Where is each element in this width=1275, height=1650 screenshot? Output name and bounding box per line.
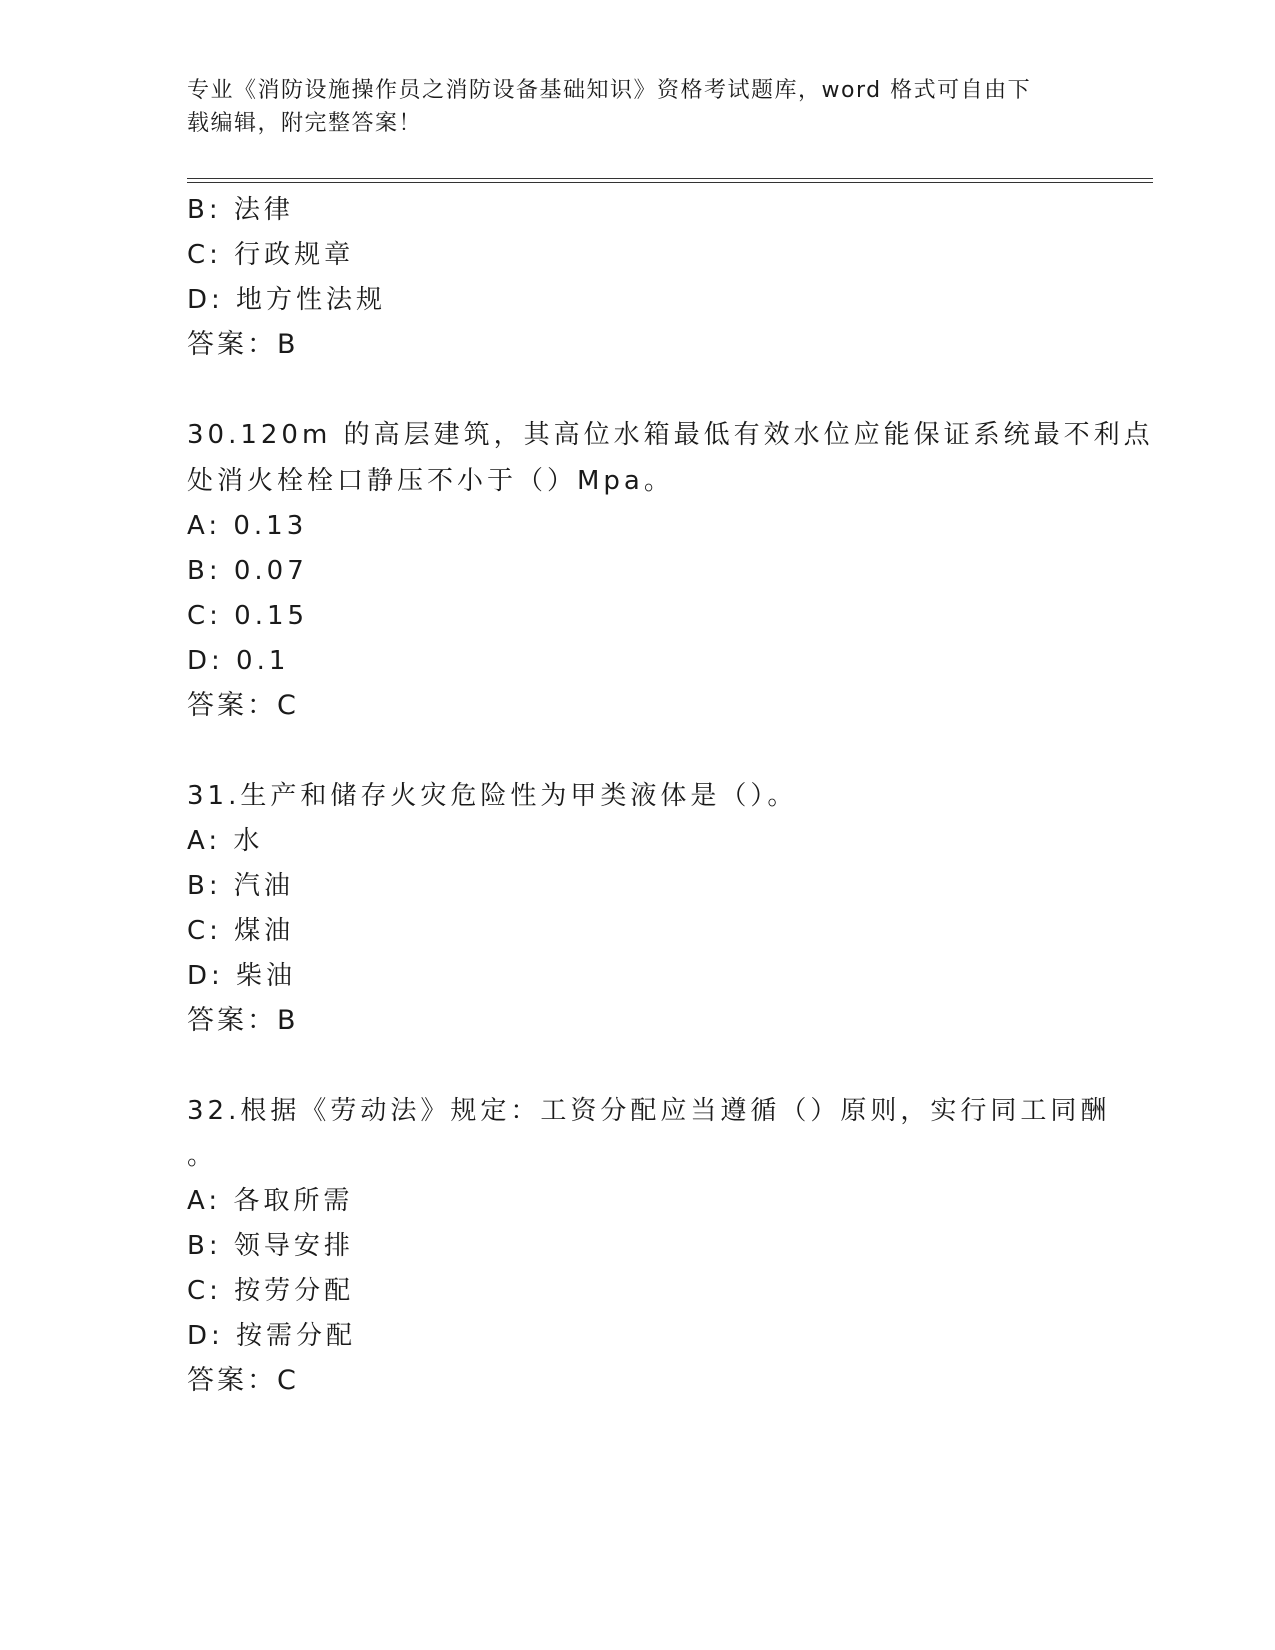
- header-line-1: 专业《消防设施操作员之消防设备基础知识》资格考试题库，word 格式可自由下: [187, 78, 1032, 103]
- q30-stem-line-1: 30.120m 的高层建筑，其高位水箱最低有效水位应能保证系统最不利点: [187, 420, 1154, 450]
- header-rule-bottom: [187, 182, 1153, 183]
- q31-option-c: C: 煤油: [187, 916, 295, 946]
- document-header: [187, 74, 1067, 140]
- q29-option-b: B: 法律: [187, 195, 294, 225]
- q30-option-c: C: 0.15: [187, 601, 309, 631]
- header-rule-top: [187, 178, 1153, 179]
- q32-answer: 答案：C: [187, 1365, 299, 1396]
- q32-option-b: B: 领导安排: [187, 1231, 354, 1261]
- q31-answer: 答案：B: [187, 1005, 299, 1036]
- q29-answer: 答案：B: [187, 329, 299, 360]
- q32-option-d: D: 按需分配: [187, 1321, 357, 1351]
- q32-option-c: C: 按劳分配: [187, 1276, 355, 1306]
- q31-option-d: D: 柴油: [187, 961, 297, 991]
- q31-option-b: B: 汽油: [187, 871, 294, 901]
- header-line-2: 载编辑，附完整答案！: [187, 111, 423, 136]
- q30-stem-line-2: 处消火栓栓口静压不小于（）Mpa。: [187, 466, 674, 496]
- q29-option-c: C: 行政规章: [187, 240, 355, 270]
- q32-option-a: A: 各取所需: [187, 1186, 354, 1216]
- q31-stem: 31.生产和储存火灾危险性为甲类液体是（）。: [187, 781, 798, 811]
- q30-answer: 答案：C: [187, 690, 299, 721]
- q30-option-a: A: 0.13: [187, 511, 308, 541]
- q32-stem-line-1: 32.根据《劳动法》规定：工资分配应当遵循（）原则，实行同工同酬: [187, 1096, 1111, 1126]
- q32-stem-line-2: 。: [187, 1141, 218, 1171]
- q29-option-d: D: 地方性法规: [187, 285, 387, 315]
- q30-option-b: B: 0.07: [187, 556, 308, 586]
- q31-option-a: A: 水: [187, 826, 264, 856]
- q30-option-d: D: 0.1: [187, 646, 290, 676]
